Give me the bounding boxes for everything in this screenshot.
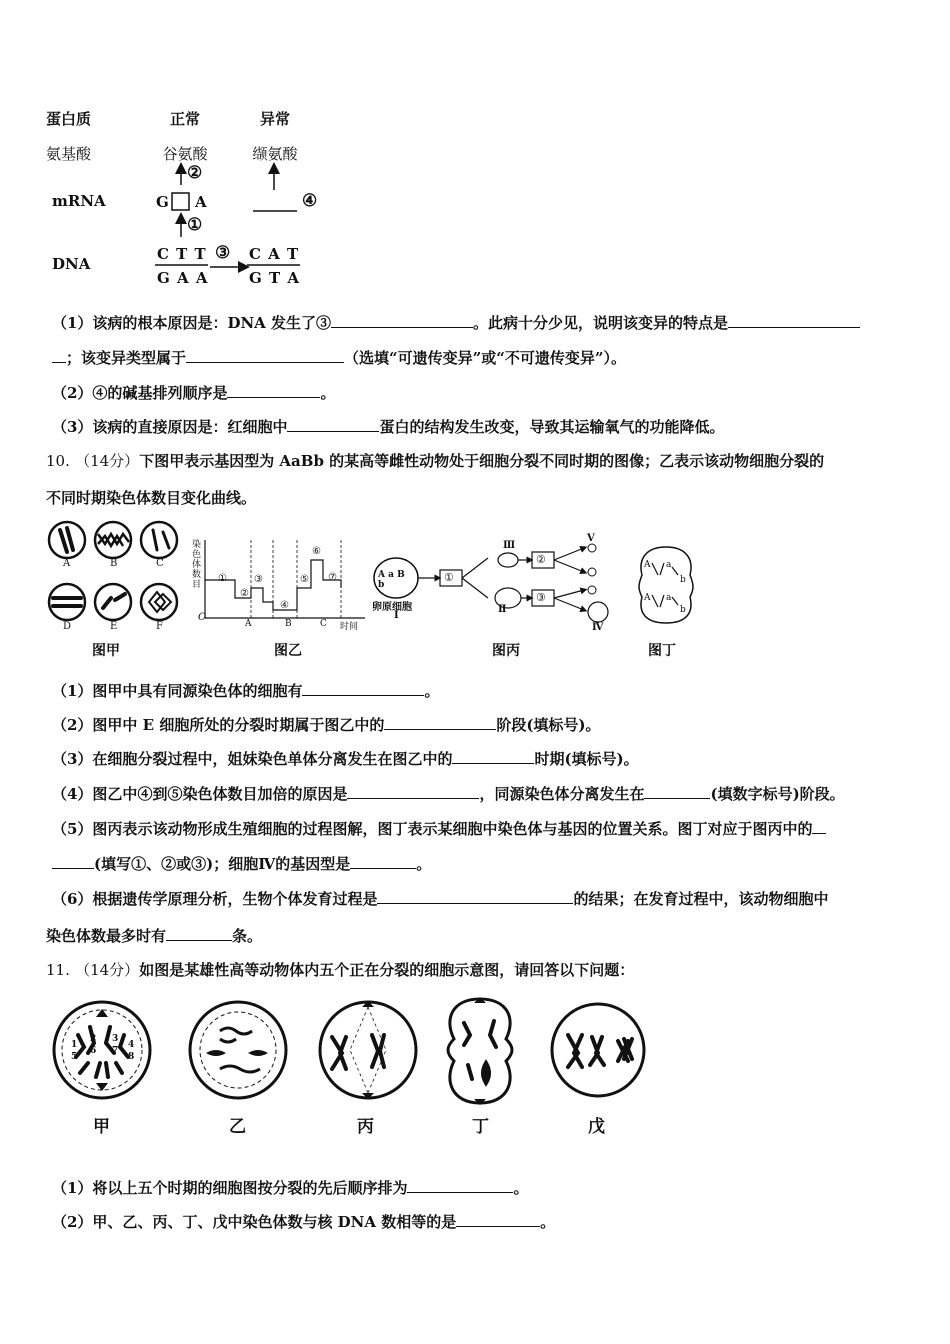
chart-origin: O <box>198 612 207 623</box>
q11-p2-text-b: 。 <box>540 1213 556 1231</box>
q10-number: 10. <box>46 452 70 470</box>
cell-b <box>95 522 131 558</box>
step-3: ③ <box>215 243 231 263</box>
q10-p2-text-b: 阶段(填标号)。 <box>496 716 601 734</box>
chart-y-label: 染色体数目 <box>192 540 202 590</box>
dna-mutant-top: C A T <box>249 245 300 263</box>
q10-score: （14分） <box>75 452 140 470</box>
q11-p1-blank[interactable] <box>407 1177 513 1193</box>
chart-phase-b: B <box>285 619 292 629</box>
q11-number: 11. <box>46 961 70 979</box>
cell-label-b: B <box>110 558 118 569</box>
cell-bing <box>320 1001 416 1099</box>
label-i: Ⅰ <box>394 610 399 621</box>
fig-label-ding: 图丁 <box>648 643 676 659</box>
chart-seg-6: ⑥ <box>312 546 321 557</box>
jia-chromosome-6: 6 <box>90 1046 97 1056</box>
jia-chromosome-1: 1 <box>71 1040 78 1050</box>
q9-part3 <box>52 416 724 437</box>
dna-mutant-bottom: G T A <box>249 269 301 287</box>
oogonium-label: 卵原细胞 <box>372 602 412 613</box>
q10-part1 <box>52 680 439 701</box>
q9-part1-line2 <box>52 347 626 368</box>
q10-p5-blank-2[interactable] <box>350 853 416 869</box>
q9-p1-blank-2[interactable] <box>728 312 860 328</box>
q11-stem-text: 如图是某雄性高等动物体内五个正在分裂的细胞示意图，请回答以下问题： <box>139 961 635 979</box>
row-label-dna: DNA <box>52 255 91 273</box>
label-ii: Ⅱ <box>498 604 507 615</box>
header-protein: 蛋白质 <box>46 110 92 128</box>
cell-label-jia: 甲 <box>93 1117 110 1137</box>
chart-phase-c: C <box>320 619 327 629</box>
q11-p2-blank[interactable] <box>456 1211 540 1227</box>
cell-label-f: F <box>156 621 163 632</box>
fig-label-yi: 图乙 <box>274 643 302 659</box>
q10-p1-text-a: （1）图甲中具有同源染色体的细胞有 <box>52 682 303 700</box>
jia-chromosome-5: 5 <box>71 1052 78 1062</box>
q10-p3-text-b: 时期(填标号)。 <box>534 750 639 768</box>
cell-label-yi: 乙 <box>229 1117 246 1137</box>
chart-phase-a: A <box>245 619 252 629</box>
q10-part2 <box>52 714 601 735</box>
q10-p5-blank-1-cont[interactable] <box>52 853 94 869</box>
figure-bing-flow <box>370 530 630 640</box>
q10-p5-text-a: （5）图丙表示该动物形成生殖细胞的过程图解，图丁表示某细胞中染色体与基因的位置关系。图丁对应于图丙中的 <box>52 820 813 838</box>
q10-p5-blank-1[interactable] <box>812 818 826 834</box>
q10-p1-text-b: 。 <box>424 682 440 700</box>
q10-p5-text-c: 。 <box>416 855 432 873</box>
chart-seg-7: ⑦ <box>328 572 337 583</box>
q10-p6-blank-2[interactable] <box>166 925 232 941</box>
q10-p5-text-b: (填写①、②或③)；细胞Ⅳ的基因型是 <box>94 855 351 873</box>
mrna-box <box>172 193 189 210</box>
q9-part2 <box>52 382 335 403</box>
q9-p1-blank-2-cont[interactable] <box>52 347 66 363</box>
jia-chromosome-2: 2 <box>90 1034 97 1044</box>
cell-jia <box>54 1002 150 1098</box>
chart-seg-1: ① <box>218 573 227 584</box>
cell-ding <box>448 997 512 1105</box>
q10-p4-blank-1[interactable] <box>347 783 479 799</box>
step-label-2: ② <box>536 553 546 566</box>
dna-normal-top: C T T <box>157 245 207 263</box>
chart-seg-5: ⑤ <box>300 574 309 585</box>
chart-seg-2: ② <box>240 588 249 599</box>
q10-p6-text-d: 条。 <box>232 927 263 945</box>
q10-p3-text-a: （3）在细胞分裂过程中，姐妹染色单体分离发生在图乙中的 <box>52 750 453 768</box>
label-iv: Ⅳ <box>592 622 604 633</box>
q10-stem-line1 <box>46 451 824 471</box>
q9-p1-text-b: 。此病十分少见，说明该变异的特点是 <box>473 314 729 332</box>
ding-gene-6: b <box>680 605 686 615</box>
q9-p3-text-a: （3）该病的直接原因是：红细胞中 <box>52 418 288 436</box>
chart-seg-4: ④ <box>280 600 289 611</box>
q10-p6-text-b: 的结果；在发育过程中，该动物细胞中 <box>573 890 829 908</box>
mrna-right-base: A <box>195 193 207 211</box>
jia-chromosome-3: 3 <box>112 1034 119 1044</box>
cell-c <box>141 522 177 558</box>
chart-x-label: 时间 <box>340 622 359 632</box>
mrna-left-base: G <box>156 193 169 211</box>
q10-p6-blank-1[interactable] <box>377 888 573 904</box>
cell-label-c: C <box>156 558 164 569</box>
q11-part1 <box>52 1177 528 1198</box>
step-2: ② <box>187 163 203 183</box>
q10-p4-text-a: （4）图乙中④到⑤染色体数目加倍的原因是 <box>52 785 348 803</box>
q10-p2-text-a: （2）图甲中 E 细胞所处的分裂时期属于图乙中的 <box>52 716 385 734</box>
cell-yi <box>190 1002 286 1098</box>
q10-part4 <box>52 783 845 804</box>
figure-ding-cell <box>636 545 696 625</box>
q10-p4-text-c: (填数字标号)阶段。 <box>710 785 845 803</box>
ding-gene-1: A <box>644 560 651 570</box>
q9-part1-line1 <box>52 312 860 333</box>
q9-p1-text-d: （选填“可遗传变异”或“不可遗传变异”）。 <box>344 349 627 367</box>
header-normal: 正常 <box>169 110 200 128</box>
q10-p2-blank[interactable] <box>384 714 496 730</box>
q10-p6-text-c: 染色体数最多时有 <box>46 927 167 945</box>
label-v: Ⅴ <box>587 533 595 544</box>
ding-gene-5: a <box>666 593 672 603</box>
cell-wu <box>552 1004 644 1096</box>
q10-p1-blank[interactable] <box>302 680 424 696</box>
q10-part5-line2 <box>52 853 431 874</box>
header-abnormal: 异常 <box>259 110 290 128</box>
step-1: ① <box>187 215 203 235</box>
q9-p1-text-c: ；该变异类型属于 <box>66 349 187 367</box>
cell-d <box>49 584 85 620</box>
cell-e <box>95 584 131 620</box>
q11-cells-figure <box>50 995 690 1115</box>
ding-gene-4: A <box>644 593 651 603</box>
q11-p2-text-a: （2）甲、乙、丙、丁、戊中染色体数与核 DNA 数相等的是 <box>52 1213 457 1231</box>
cell-iii <box>498 553 518 567</box>
q9-p1-blank-3[interactable] <box>186 347 344 363</box>
cell-label-a: A <box>63 558 71 569</box>
oogonium-genes: A a B b <box>378 570 405 590</box>
q10-part5-line1 <box>52 818 826 839</box>
step-label-3: ③ <box>536 591 546 604</box>
cell-label-e: E <box>110 621 118 632</box>
q9-p3-blank[interactable] <box>287 416 379 432</box>
q10-p4-text-b: ，同源染色体分离发生在 <box>479 785 645 803</box>
q10-p3-blank[interactable] <box>452 748 534 764</box>
q11-stem <box>46 960 634 980</box>
q10-stem-text-1: 下图甲表示基因型为 AaBb 的某高等雌性动物处于细胞分裂不同时期的图像；乙表示该动物细胞分裂的 <box>139 452 825 470</box>
ding-gene-3: b <box>680 575 686 585</box>
cell-a <box>49 522 85 558</box>
dna-normal-bottom: G A A <box>157 269 209 287</box>
q11-score: （14分） <box>75 961 140 979</box>
q10-p6-text-a: （6）根据遗传学原理分析，生物个体发育过程是 <box>52 890 378 908</box>
jia-chromosome-8: 8 <box>128 1052 135 1062</box>
ding-gene-2: a <box>666 560 672 570</box>
cell-label-ding: 丁 <box>472 1117 489 1137</box>
step-4: ④ <box>302 191 318 211</box>
figure-jia-cells <box>45 522 185 632</box>
fig-label-jia: 图甲 <box>92 643 120 659</box>
cell-label-d: D <box>63 621 72 632</box>
q9-p3-text-b: 蛋白的结构发生改变，导致其运输氧气的功能降低。 <box>379 418 725 436</box>
q9-p2-text-b: 。 <box>320 384 336 402</box>
q9-p2-blank[interactable] <box>227 382 320 398</box>
q10-part3 <box>52 748 639 769</box>
label-iii: Ⅲ <box>503 540 516 551</box>
jia-chromosome-7: 7 <box>112 1046 119 1056</box>
cell-label-bing: 丙 <box>357 1117 374 1137</box>
abnormal-amino-acid: 缬氨酸 <box>252 145 298 163</box>
q11-p1-text-b: 。 <box>513 1179 529 1197</box>
q10-stem-line2: 不同时期染色体数目变化曲线。 <box>46 489 257 507</box>
q10-p4-blank-2[interactable] <box>644 783 710 799</box>
q10-part6-line1 <box>52 888 828 909</box>
cell-label-wu: 戊 <box>588 1117 605 1137</box>
q9-p1-text-a: （1）该病的根本原因是：DNA 发生了③ <box>52 314 332 332</box>
jia-chromosome-4: 4 <box>128 1040 135 1050</box>
q9-p2-text-a: （2）④的碱基排列顺序是 <box>52 384 228 402</box>
cell-iv <box>588 602 608 622</box>
q11-part2 <box>52 1211 555 1232</box>
row-label-mrna: mRNA <box>52 192 106 210</box>
fig-label-bing: 图丙 <box>492 643 520 659</box>
q11-p1-text-a: （1）将以上五个时期的细胞图按分裂的先后顺序排为 <box>52 1179 408 1197</box>
normal-amino-acid: 谷氨酸 <box>162 145 208 163</box>
row-label-amino-acid: 氨基酸 <box>46 145 92 163</box>
q9-p1-blank-1[interactable] <box>331 312 473 328</box>
cell-f <box>141 584 177 620</box>
q10-part6-line2 <box>46 925 262 946</box>
chart-seg-3: ③ <box>254 574 263 585</box>
step-label-1: ① <box>444 571 454 584</box>
